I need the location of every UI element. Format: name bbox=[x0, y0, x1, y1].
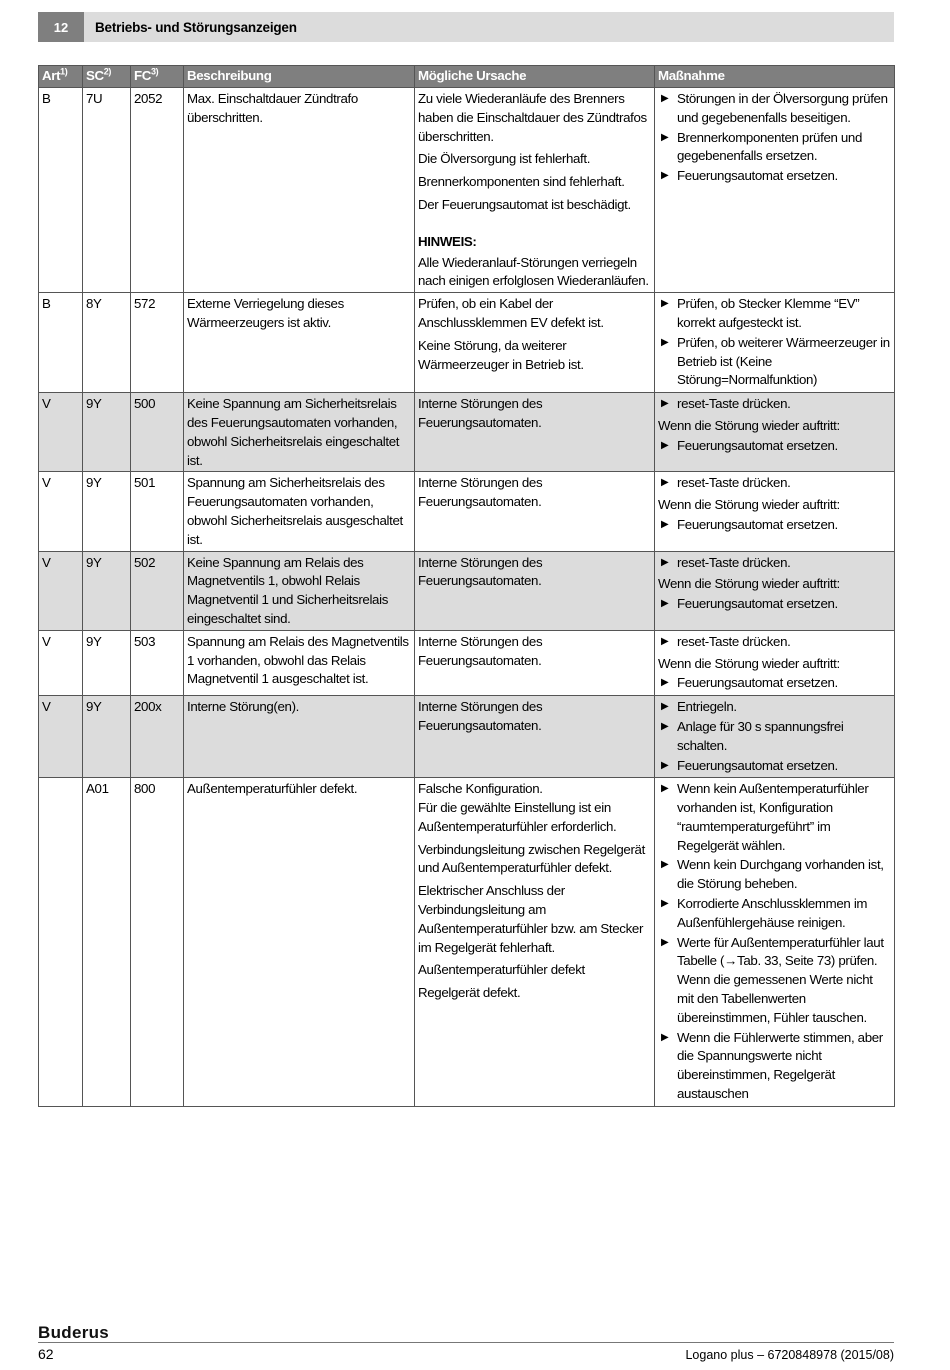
cause-text: Die Ölversorgung ist fehlerhaft. bbox=[418, 151, 591, 167]
right-triangle-bullet-icon: ▶ bbox=[661, 336, 669, 348]
cell-ursache bbox=[415, 778, 655, 1107]
chapter-header bbox=[38, 12, 894, 42]
action-list bbox=[658, 698, 891, 775]
right-triangle-bullet-icon: ▶ bbox=[661, 720, 669, 732]
action-list bbox=[658, 295, 891, 390]
column-header-label: Maßnahme bbox=[658, 68, 725, 84]
cell-ursache bbox=[415, 393, 655, 472]
cell-beschreibung: Externe Verriegelung dieses Wärmeerzeugers ist aktiv. bbox=[184, 293, 415, 393]
column-header-2 bbox=[131, 66, 184, 88]
cause-text: Keine Störung, da weiterer Wärmeerzeuger in Betrieb ist. bbox=[418, 337, 584, 372]
note-text: Alle Wiederanlauf-Störungen verriegeln nach einigen erfolglosen Wiederanläufen. bbox=[418, 254, 649, 289]
right-triangle-bullet-icon: ▶ bbox=[661, 298, 669, 310]
action-text: Feuerungsautomat ersetzen. bbox=[677, 516, 838, 532]
table-header-row bbox=[39, 66, 895, 88]
action-item bbox=[658, 856, 891, 894]
action-condition-text: Wenn die Störung wieder auftritt: bbox=[658, 497, 840, 513]
action-text: reset-Taste drücken. bbox=[677, 475, 791, 491]
action-text: Prüfen, ob Stecker Klemme “EV” korrekt aufgesteckt ist. bbox=[677, 296, 860, 330]
action-text: reset-Taste drücken. bbox=[677, 633, 791, 649]
column-header-3 bbox=[184, 66, 415, 88]
action-item bbox=[658, 90, 891, 128]
cause-text: Prüfen, ob ein Kabel der Anschlussklemmen EV defekt ist. bbox=[418, 296, 604, 330]
action-text: Feuerungsautomat ersetzen. bbox=[677, 757, 838, 773]
cell-ursache bbox=[415, 696, 655, 778]
cell-sc: 7U bbox=[83, 88, 131, 293]
cell-fc: 800 bbox=[131, 778, 184, 1107]
cell-ursache bbox=[415, 88, 655, 293]
column-header-footnote: 2) bbox=[103, 66, 112, 77]
cell-fc: 2052 bbox=[131, 88, 184, 293]
right-triangle-bullet-icon: ▶ bbox=[661, 898, 669, 910]
action-item bbox=[658, 437, 891, 456]
chapter-number: 12 bbox=[38, 12, 84, 42]
table-row bbox=[39, 393, 895, 472]
cell-art: V bbox=[39, 393, 83, 472]
cause-text: Der Feuerungsautomat ist beschädigt. bbox=[418, 196, 631, 212]
cause-text: Außentemperaturfühler defekt bbox=[418, 962, 585, 978]
right-triangle-bullet-icon: ▶ bbox=[661, 477, 669, 489]
cell-massnahme bbox=[655, 551, 895, 630]
cell-fc: 572 bbox=[131, 293, 184, 393]
cell-beschreibung: Spannung am Relais des Magnetventils 1 vorhanden, obwohl das Relais Magnetventil 1 ausgeschaltet ist. bbox=[184, 630, 415, 695]
cell-massnahme bbox=[655, 630, 895, 695]
cell-fc: 501 bbox=[131, 472, 184, 551]
column-header-footnote: 3) bbox=[151, 66, 159, 77]
action-list bbox=[658, 633, 891, 693]
cause-text: Brennerkomponenten sind fehlerhaft. bbox=[418, 174, 625, 190]
cell-ursache bbox=[415, 472, 655, 551]
right-triangle-bullet-icon: ▶ bbox=[661, 518, 669, 530]
action-text: Feuerungsautomat ersetzen. bbox=[677, 437, 838, 453]
cell-fc: 500 bbox=[131, 393, 184, 472]
right-triangle-bullet-icon: ▶ bbox=[661, 439, 669, 451]
right-triangle-bullet-icon: ▶ bbox=[661, 556, 669, 568]
cell-beschreibung: Außentemperaturfühler defekt. bbox=[184, 778, 415, 1107]
column-header-4 bbox=[415, 66, 655, 88]
cell-beschreibung: Max. Einschaltdauer Zündtrafo überschritten. bbox=[184, 88, 415, 293]
action-text: reset-Taste drücken. bbox=[677, 554, 791, 570]
action-text: Störungen in der Ölversorgung prüfen und gegebenenfalls beseitigen. bbox=[677, 91, 888, 125]
page-number: 62 bbox=[38, 1346, 54, 1362]
column-header-0 bbox=[39, 66, 83, 88]
cell-ursache bbox=[415, 551, 655, 630]
action-condition bbox=[658, 417, 891, 436]
action-text: Werte für Außentemperaturfühler laut Tabelle (→Tab. 33, Seite 73) prüfen. Wenn die gemessenen Werte nicht mit den Tabellenwerten übereinstimmen, Fühler tauschen. bbox=[677, 934, 884, 1025]
action-item bbox=[658, 780, 891, 855]
action-item bbox=[658, 674, 891, 693]
table-row bbox=[39, 696, 895, 778]
right-triangle-bullet-icon: ▶ bbox=[661, 677, 669, 689]
cell-beschreibung: Keine Spannung am Relais des Magnetventils 1, obwohl Relais Magnetventil 1 und Sicherheitsrelais eingeschaltet sind. bbox=[184, 551, 415, 630]
action-item bbox=[658, 718, 891, 756]
action-text: Korrodierte Anschlussklemmen im Außenfühlergehäuse reinigen. bbox=[677, 896, 868, 930]
action-text: Feuerungsautomat ersetzen. bbox=[677, 675, 838, 691]
column-header-label: Beschreibung bbox=[187, 68, 272, 84]
right-triangle-bullet-icon: ▶ bbox=[661, 1031, 669, 1043]
action-item bbox=[658, 595, 891, 614]
column-header-5 bbox=[655, 66, 895, 88]
cause-text: Elektrischer Anschluss der Verbindungsleitung am Außentemperaturfühler bzw. am Stecker im Regelgerät fehlerhaft. bbox=[418, 883, 644, 955]
cell-beschreibung: Keine Spannung am Sicherheitsrelais des Feuerungsautomaten vorhanden, obwohl Sicherheitsrelais eingeschaltet ist. bbox=[184, 393, 415, 472]
right-triangle-bullet-icon: ▶ bbox=[661, 859, 669, 871]
action-text: Entriegeln. bbox=[677, 699, 737, 715]
action-item bbox=[658, 554, 891, 573]
action-item bbox=[658, 334, 891, 390]
action-item bbox=[658, 633, 891, 652]
cell-sc: 9Y bbox=[83, 630, 131, 695]
column-header-1 bbox=[83, 66, 131, 88]
action-condition bbox=[658, 496, 891, 515]
chapter-title: Betriebs- und Störungsanzeigen bbox=[95, 19, 297, 35]
right-triangle-bullet-icon: ▶ bbox=[661, 131, 669, 143]
action-item bbox=[658, 934, 891, 1028]
cell-sc: 9Y bbox=[83, 696, 131, 778]
cause-text: Regelgerät defekt. bbox=[418, 985, 521, 1001]
action-item bbox=[658, 167, 891, 186]
cell-beschreibung: Spannung am Sicherheitsrelais des Feuerungsautomaten vorhanden, obwohl Sicherheitsrelais ausgeschaltet ist. bbox=[184, 472, 415, 551]
action-text: Wenn die Fühlerwerte stimmen, aber die Spannungswerte nicht übereinstimmen, Regelgerät austauschen bbox=[677, 1029, 883, 1102]
cell-massnahme bbox=[655, 393, 895, 472]
action-item bbox=[658, 895, 891, 933]
right-triangle-bullet-icon: ▶ bbox=[661, 783, 669, 795]
cell-fc: 200x bbox=[131, 696, 184, 778]
column-header-label: Mögliche Ursache bbox=[418, 68, 527, 84]
right-triangle-bullet-icon: ▶ bbox=[661, 635, 669, 647]
right-triangle-bullet-icon: ▶ bbox=[661, 598, 669, 610]
action-list bbox=[658, 780, 891, 1104]
right-triangle-bullet-icon: ▶ bbox=[661, 936, 669, 948]
action-list bbox=[658, 474, 891, 534]
action-item bbox=[658, 295, 891, 333]
action-item bbox=[658, 129, 891, 167]
action-condition-text: Wenn die Störung wieder auftritt: bbox=[658, 576, 840, 592]
cell-fc: 503 bbox=[131, 630, 184, 695]
right-triangle-bullet-icon: ▶ bbox=[661, 759, 669, 771]
action-text: Prüfen, ob weiterer Wärmeerzeuger in Betrieb ist (Keine Störung=Normalfunktion) bbox=[677, 334, 890, 388]
right-triangle-bullet-icon: ▶ bbox=[661, 701, 669, 713]
right-triangle-bullet-icon: ▶ bbox=[661, 93, 669, 104]
cell-art: V bbox=[39, 472, 83, 551]
cause-text: Zu viele Wiederanläufe des Brenners haben die Einschaltdauer des Zündtrafos überschritten. bbox=[418, 91, 647, 144]
column-header-label: Art bbox=[42, 68, 61, 84]
table-row bbox=[39, 630, 895, 695]
action-item bbox=[658, 1029, 891, 1104]
cell-art bbox=[39, 778, 83, 1107]
right-triangle-bullet-icon: ▶ bbox=[661, 398, 669, 410]
action-text: Wenn kein Außentemperaturfühler vorhanden ist, Konfiguration “raumtemperaturgeführt” im Regelgerät wählen. bbox=[677, 781, 869, 853]
cell-massnahme bbox=[655, 293, 895, 393]
action-condition-text: Wenn die Störung wieder auftritt: bbox=[658, 655, 840, 671]
cell-sc: 9Y bbox=[83, 472, 131, 551]
right-triangle-bullet-icon: ▶ bbox=[661, 170, 669, 182]
cause-text: Verbindungsleitung zwischen Regelgerät und Außentemperaturfühler defekt. bbox=[418, 841, 645, 876]
action-text: Brennerkomponenten prüfen und gegebenenfalls ersetzen. bbox=[677, 129, 863, 164]
cell-fc: 502 bbox=[131, 551, 184, 630]
action-item bbox=[658, 395, 891, 414]
column-header-label: FC bbox=[134, 68, 152, 84]
action-text: Feuerungsautomat ersetzen. bbox=[677, 168, 838, 184]
footer-divider bbox=[38, 1342, 894, 1343]
cell-art: V bbox=[39, 551, 83, 630]
action-condition bbox=[658, 575, 891, 594]
cell-beschreibung: Interne Störung(en). bbox=[184, 696, 415, 778]
action-text: Feuerungsautomat ersetzen. bbox=[677, 596, 838, 612]
column-header-footnote: 1) bbox=[60, 66, 68, 77]
cause-text: Falsche Konfiguration. Für die gewählte Einstellung ist ein Außentemperaturfühler erforderlich. bbox=[418, 781, 617, 834]
cell-ursache bbox=[415, 293, 655, 393]
column-header-label: SC bbox=[86, 68, 104, 84]
cell-art: B bbox=[39, 293, 83, 393]
cause-text: Interne Störungen des Feuerungsautomaten. bbox=[418, 699, 543, 733]
action-list bbox=[658, 90, 891, 186]
brand-logo: Buderus bbox=[38, 1323, 110, 1342]
table-row bbox=[39, 293, 895, 393]
action-condition-text: Wenn die Störung wieder auftritt: bbox=[658, 417, 840, 433]
document-reference: Logano plus – 6720848978 (2015/08) bbox=[685, 1348, 894, 1362]
cell-massnahme bbox=[655, 696, 895, 778]
cell-sc: A01 bbox=[83, 778, 131, 1107]
cell-massnahme bbox=[655, 778, 895, 1107]
cell-sc: 9Y bbox=[83, 551, 131, 630]
table-row bbox=[39, 778, 895, 1107]
note-title: HINWEIS: bbox=[418, 233, 477, 249]
cell-massnahme bbox=[655, 472, 895, 551]
table-row bbox=[39, 551, 895, 630]
cause-text: Interne Störungen des Feuerungsautomaten. bbox=[418, 633, 543, 668]
cause-text: Interne Störungen des Feuerungsautomaten. bbox=[418, 396, 543, 430]
table-row bbox=[39, 88, 895, 293]
action-item bbox=[658, 757, 891, 776]
cell-sc: 8Y bbox=[83, 293, 131, 393]
cell-sc: 9Y bbox=[83, 393, 131, 472]
action-text: reset-Taste drücken. bbox=[677, 396, 791, 412]
cell-massnahme bbox=[655, 88, 895, 293]
cell-art: B bbox=[39, 88, 83, 293]
action-text: Wenn kein Durchgang vorhanden ist, die Störung beheben. bbox=[677, 857, 884, 892]
action-item bbox=[658, 698, 891, 717]
cause-text: Interne Störungen des Feuerungsautomaten. bbox=[418, 475, 543, 510]
cell-art: V bbox=[39, 630, 83, 695]
fault-table bbox=[38, 65, 895, 1107]
cell-art: V bbox=[39, 696, 83, 778]
table-row bbox=[39, 472, 895, 551]
action-text: Anlage für 30 s spannungsfrei schalten. bbox=[677, 718, 844, 753]
action-list bbox=[658, 554, 891, 614]
action-condition bbox=[658, 655, 891, 674]
action-item bbox=[658, 474, 891, 493]
action-item bbox=[658, 516, 891, 535]
action-list bbox=[658, 395, 891, 455]
cell-ursache bbox=[415, 630, 655, 695]
cause-text: Interne Störungen des Feuerungsautomaten. bbox=[418, 554, 543, 589]
